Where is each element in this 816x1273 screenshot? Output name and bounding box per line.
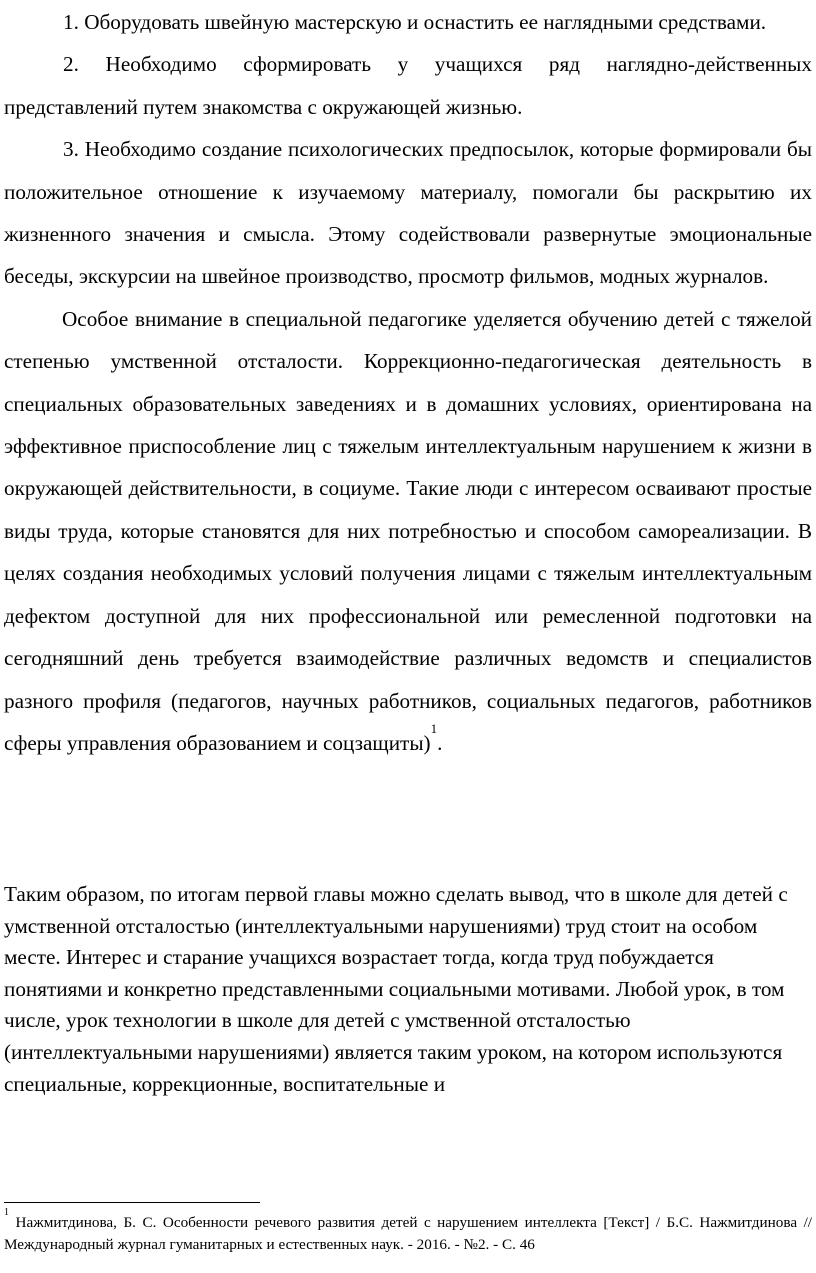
list-item-2 [4, 43, 812, 128]
list-item-number: 1. [63, 10, 79, 34]
body-paragraph [4, 298, 812, 764]
main-text [4, 1, 812, 764]
footnote-mark: 1 [4, 1206, 9, 1218]
list-item-text: Необходимо сформировать у учащихся ряд наглядно-действенных представлений путем знакомства с окружающей жизнью. [4, 52, 813, 119]
list-item-1 [4, 1, 812, 43]
paragraph-end: . [437, 730, 443, 755]
list-item-text: Необходимо создание психологических предпосылок, которые формировали бы положительное отношение к изучаемому материалу, помогали бы раскрытию их жизненного значения и смысла. Этому содействовали развернутые эмоциональные беседы, экскурсии на швейное производство, просмотр фильмов, модных журналов. [4, 137, 813, 289]
summary-paragraph: Таким образом, по итогам первой главы можно сделать вывод, что в школе для детей с умственной отсталостью (интеллектуальными нарушениями) труд стоит на особом месте. Интерес и старание учащихся возрастает тогда, когда труд побуждается понятиями и конкретно представленными социальными мотивами. Любой урок, в том числе, урок технологии в школе для детей с умственной отсталостью (интеллектуальными нарушениями) является таким уроком, на котором используются специальные, коррекционные, воспитательные и [4, 882, 788, 1096]
list-item-number: 2. [63, 52, 79, 77]
footnote-separator [4, 1202, 260, 1203]
list-item-3 [4, 128, 812, 298]
list-item-number: 3. [63, 137, 79, 162]
paragraph-text: Особое внимание в специальной педагогике уделяется обучению детей с тяжелой степенью умственной отсталости. Коррекционно-педагогическая деятельность в специальных образовательных заведениях и в домашних условиях, ориентирована на эффективное приспособление лиц с тяжелым интеллектуальным нарушением к жизни в окружающей действительности, в социуме. Такие люди с интересом осваивают простые виды труда, которые становятся для них потребностью и способом самореализации. В целях создания необходимых условий получения лицами с тяжелым интеллектуальным дефектом доступной для них профессиональной или ремесленной подготовки на сегодняшний день требуется взаимодействие различных ведомств и специалистов разного профиля (педагогов, научных работников, социальных педагогов, работников сферы управления образованием и соцзащиты) [4, 306, 812, 755]
list-item-text: Оборудовать швейную мастерскую и оснастить ее наглядными средствами. [84, 10, 767, 34]
footnote [4, 1206, 813, 1255]
footnote-text: Нажмитдинова, Б. С. Особенности речевого развития детей с нарушением интеллекта [Текст] / Б.С. Нажмитдинова // Международный журнал гуманитарных и естественных наук. - 2016. - №2. - С. 46 [4, 1214, 813, 1253]
footnote-reference[interactable]: 1 [430, 720, 438, 736]
